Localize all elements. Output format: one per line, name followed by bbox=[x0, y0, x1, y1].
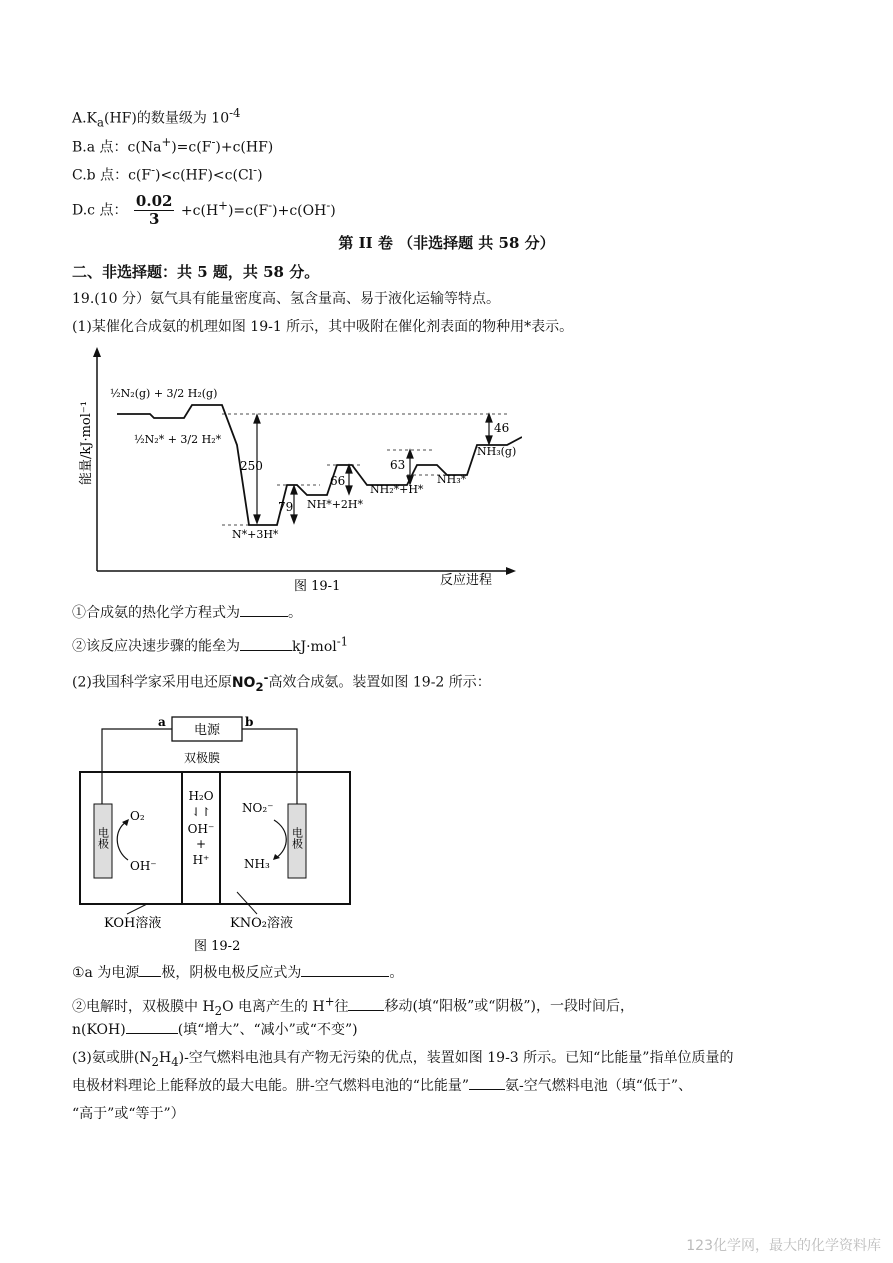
membrane-label: 双极膜 bbox=[183, 751, 221, 765]
q1-1 bbox=[72, 604, 302, 622]
option-d-prefix: D.c 点： bbox=[72, 202, 128, 219]
part-title: 二、非选择题：共 5 题，共 58 分。 bbox=[72, 263, 320, 281]
q2-3 bbox=[72, 1021, 358, 1039]
barrier-value-63: 63 bbox=[390, 458, 406, 472]
mid-h2o: H₂O bbox=[188, 789, 214, 803]
terminal-b: b bbox=[245, 715, 254, 729]
q2-1 bbox=[72, 964, 403, 982]
figure-caption-2: 图 19-2 bbox=[194, 939, 241, 954]
q2-1-text-b: 极，阴极电极反应式为 bbox=[161, 965, 302, 981]
adsorbed-state-label: ½N₂* + 3/2 H₂* bbox=[134, 433, 222, 446]
left-solution-pointer bbox=[127, 904, 147, 914]
state-label-nh3-ads: NH₃* bbox=[437, 473, 467, 486]
q19-part2 bbox=[72, 668, 491, 695]
q1-1-end: 。 bbox=[288, 605, 302, 621]
fraction-denominator: 3 bbox=[148, 210, 160, 229]
option-d bbox=[72, 185, 336, 231]
x-axis-label: 反应进程 bbox=[440, 573, 493, 588]
answer-blank[interactable] bbox=[469, 1077, 505, 1090]
left-bottom-species: OH⁻ bbox=[130, 859, 157, 873]
electrolysis-diagram bbox=[72, 712, 362, 957]
fraction-numerator: 0.02 bbox=[135, 192, 173, 211]
option-c: C.b 点：c(F-)<c(HF)<c(Cl-) bbox=[72, 163, 263, 184]
energy-diagram bbox=[72, 345, 522, 595]
option-a: $A.K_a(HF)$的数量级为 $10^{-4}$ bbox=[72, 106, 241, 130]
answer-blank[interactable] bbox=[240, 604, 288, 617]
q19-part3-line1: (3)氨或肼$(N_2H_4)-$空气燃料电池具有产物无污染的优点，装置如图 19-3 所示。已知“比能量”指单位质量的 bbox=[72, 1050, 734, 1069]
q19-part3-line2-b: 氨-空气燃料电池（填“低于”、 bbox=[505, 1078, 693, 1094]
q1-1-text: ①合成氨的热化学方程式为 bbox=[72, 605, 240, 621]
state-label-nh3-g: NH₃(g) bbox=[477, 445, 517, 458]
cell-tank bbox=[80, 772, 350, 904]
q19-part2-post: 高效合成氨。装置如图 19-2 所示： bbox=[268, 674, 491, 691]
section-title: 第 II 卷 （非选择题 共 58 分） bbox=[338, 234, 555, 252]
equilibrium-arrow-icon: ⇃↾ bbox=[190, 805, 212, 819]
x-axis-arrow bbox=[506, 567, 516, 575]
figure-caption: 图 19-1 bbox=[294, 579, 341, 594]
left-electrode-label: 电极 bbox=[96, 827, 110, 849]
q19-part3-line2 bbox=[72, 1077, 692, 1095]
nitrite-ion: $NO_2^-$ bbox=[231, 670, 269, 694]
barrier-value-66: 66 bbox=[330, 474, 346, 488]
answer-blank[interactable] bbox=[126, 1021, 178, 1034]
power-source-label: 电源 bbox=[193, 723, 221, 738]
state-label-nh: NH*+2H* bbox=[307, 498, 364, 511]
q19-part3-line3: “高于”或“等于”） bbox=[72, 1106, 185, 1122]
option-d-suffix: +c(H+)=c(F-)+c(OH-) bbox=[180, 198, 336, 219]
left-solution-label: KOH溶液 bbox=[104, 916, 162, 931]
answer-blank[interactable] bbox=[139, 964, 161, 977]
right-reaction-arrow bbox=[274, 820, 286, 858]
answer-blank[interactable] bbox=[348, 998, 384, 1011]
mid-h: H⁺ bbox=[192, 853, 210, 867]
q1-2-text: ②该反应决速步骤的能垒为 bbox=[72, 638, 240, 655]
y-axis-arrow bbox=[93, 347, 101, 357]
barrier-value-250: 250 bbox=[240, 459, 263, 473]
option-d-fraction bbox=[134, 193, 175, 228]
barrier-value-79: 79 bbox=[278, 500, 294, 514]
q1-2 bbox=[72, 632, 348, 656]
mid-oh: OH⁻ bbox=[187, 822, 215, 836]
option-b: B.a 点：c(Na+)=c(F-)+c(HF) bbox=[72, 135, 274, 156]
state-label-n: N*+3H* bbox=[232, 528, 279, 541]
right-solution-label: KNO₂溶液 bbox=[230, 916, 293, 931]
wire-b bbox=[242, 729, 297, 807]
terminal-a: a bbox=[158, 715, 166, 729]
right-bottom-species: NH₃ bbox=[244, 857, 270, 871]
mid-plus: + bbox=[195, 837, 207, 851]
right-top-species: NO₂⁻ bbox=[242, 801, 274, 815]
q2-2-text-a: ②电解时，双极膜中 $H_2O$ 电离产生的 H+往 bbox=[72, 994, 349, 1018]
q19-part3-line2-a: 电极材料理论上能释放的最大电能。肼-空气燃料电池的“比能量” bbox=[72, 1078, 470, 1094]
q2-3-text-a: n(KOH) bbox=[72, 1022, 126, 1038]
state-label-nh2: NH₂*+H* bbox=[370, 483, 424, 496]
barrier-value-46: 46 bbox=[494, 421, 510, 435]
q2-2 bbox=[72, 992, 634, 1019]
q2-2-text-b: 移动(填“阳极”或“阴极”)，一段时间后， bbox=[384, 998, 635, 1015]
q19-intro: 19.(10 分）氨气具有能量密度高、氢含量高、易于液化运输等特点。 bbox=[72, 291, 500, 307]
q19-part2-pre: (2)我国科学家采用电还原 bbox=[72, 674, 232, 691]
q2-3-text-b: (填“增大”、“减小”或“不变”) bbox=[177, 1022, 358, 1038]
right-electrode-label: 电极 bbox=[290, 827, 304, 849]
left-reaction-arrow bbox=[117, 822, 128, 860]
start-state-label: ½N₂(g) + 3/2 H₂(g) bbox=[110, 387, 218, 400]
q2-1-text-a: ①a 为电源 bbox=[72, 965, 140, 981]
q19-part1: (1)某催化合成氨的机理如图 19-1 所示，其中吸附在催化剂表面的物种用*表示。 bbox=[72, 319, 574, 335]
answer-blank[interactable] bbox=[240, 638, 292, 651]
left-top-species: O₂ bbox=[130, 809, 145, 823]
y-axis-label: 能量/kJ·mol⁻¹ bbox=[79, 401, 94, 485]
wire-a bbox=[102, 729, 172, 807]
watermark: 123化学网，最大的化学资料库 bbox=[686, 1238, 881, 1254]
answer-blank[interactable] bbox=[301, 964, 389, 977]
q1-2-unit: kJ·mol$^{-1}$ bbox=[292, 634, 349, 655]
q2-1-text-c: 。 bbox=[389, 965, 404, 981]
